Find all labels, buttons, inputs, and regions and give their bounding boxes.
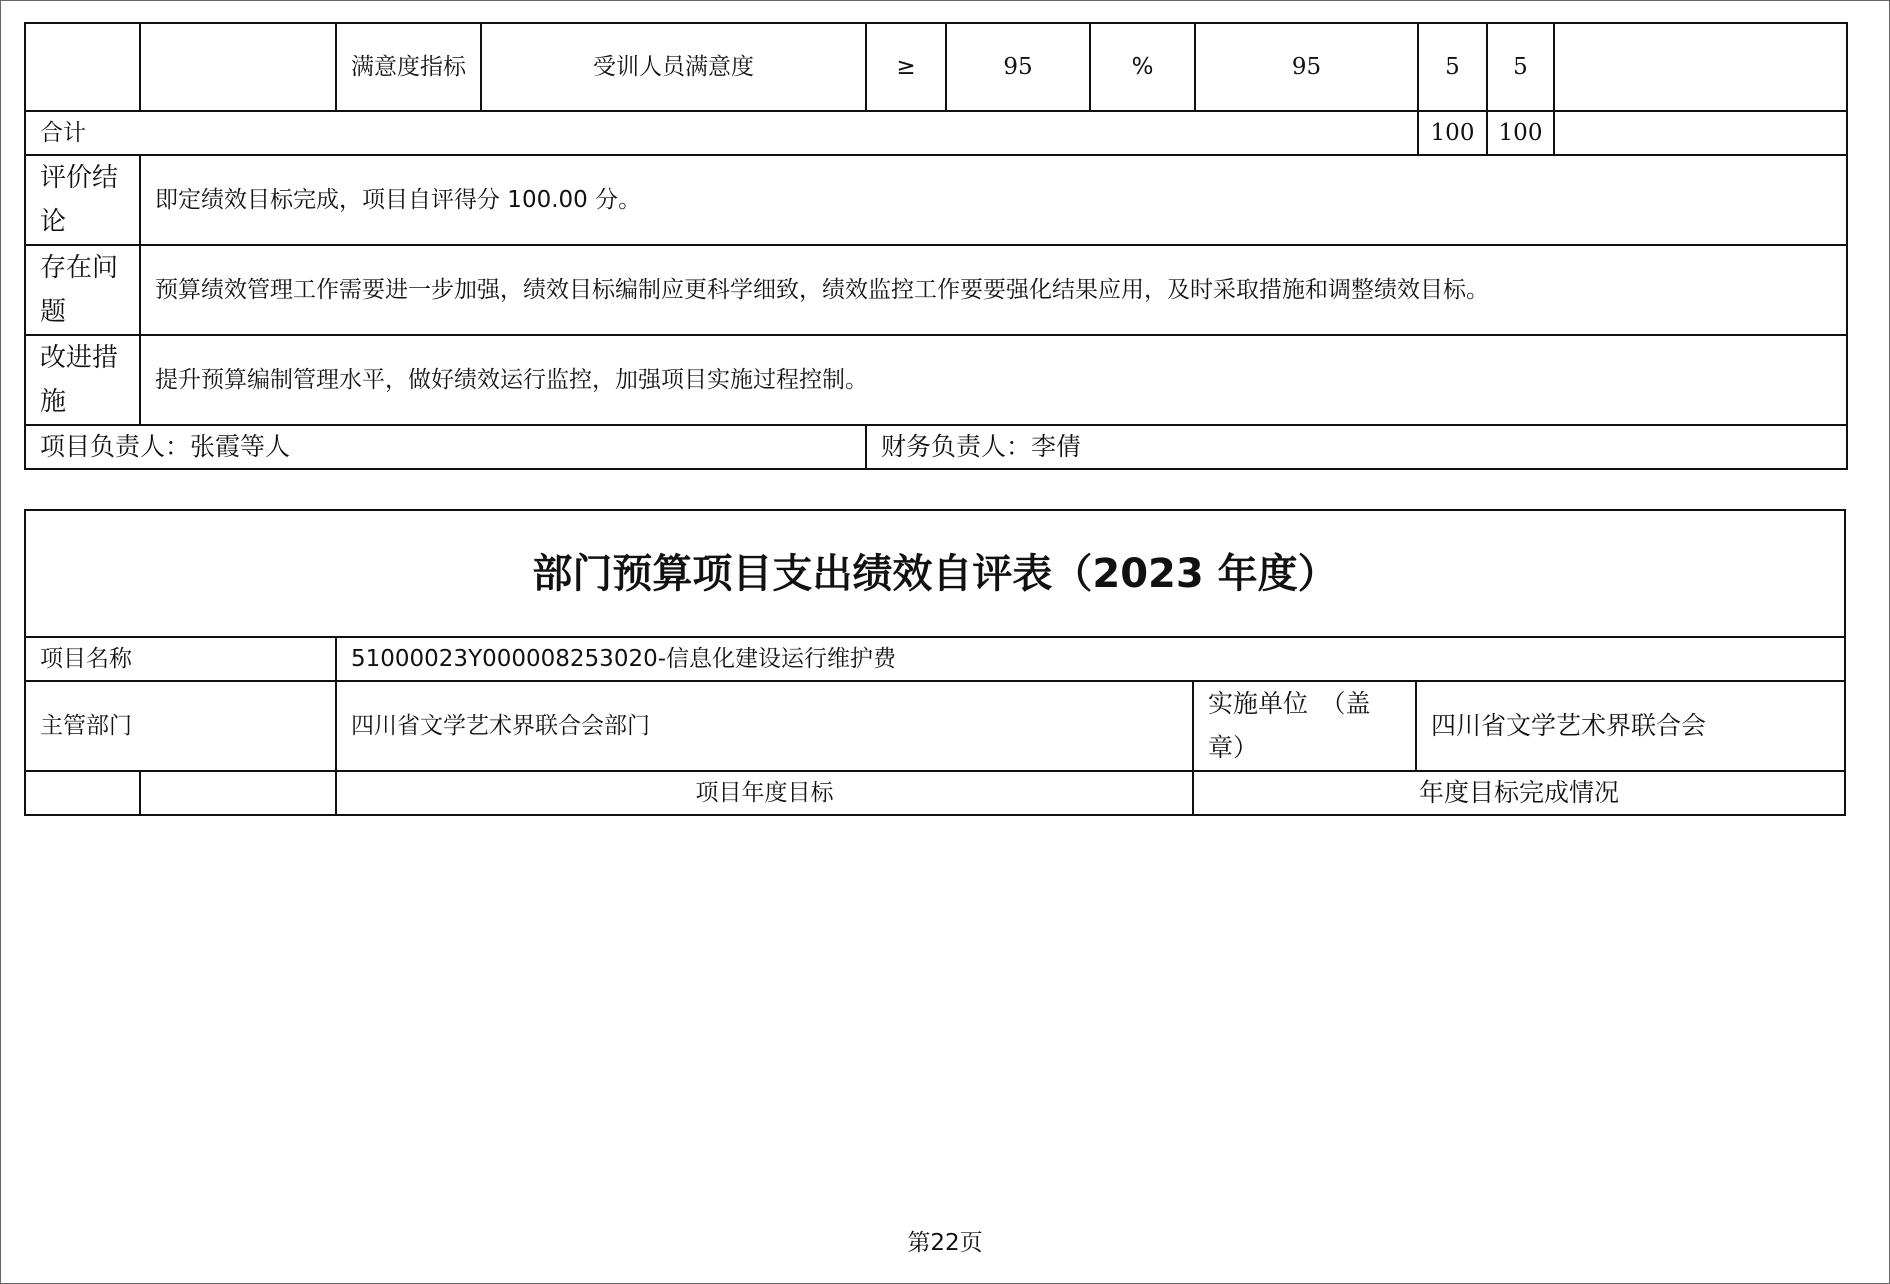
target-value-cell: 95 — [946, 23, 1090, 111]
dept-label: 主管部门 — [25, 681, 336, 771]
total-score: 100 — [1487, 111, 1554, 155]
annual-goal-label: 项目年度目标 — [336, 771, 1193, 815]
actual-value-cell: 95 — [1195, 23, 1418, 111]
goal-header-row — [25, 771, 1845, 815]
issues-row — [25, 245, 1847, 335]
conclusion-row — [25, 155, 1847, 245]
weight-cell: 5 — [1418, 23, 1487, 111]
unit-cell: % — [1090, 23, 1195, 111]
goal-status-label: 年度目标完成情况 — [1193, 771, 1845, 815]
dept-value: 四川省文学艺术界联合会部门 — [336, 681, 1193, 771]
conclusion-label: 评价结论 — [25, 155, 140, 245]
project-lead: 项目负责人：张霞等人 — [25, 425, 866, 469]
department-row — [25, 681, 1845, 771]
page-number: 第22页 — [907, 1230, 983, 1256]
total-label: 合计 — [25, 111, 1418, 155]
project-name-value: 51000023Y000008253020-信息化建设运行维护费 — [336, 637, 1845, 681]
empty-cell — [25, 23, 140, 111]
total-weight: 100 — [1418, 111, 1487, 155]
performance-table-continued — [24, 22, 1848, 470]
total-row — [25, 111, 1847, 155]
title-row — [25, 510, 1845, 637]
impl-value: 四川省文学艺术界联合会 — [1416, 681, 1845, 771]
project-name-row — [25, 637, 1845, 681]
operator-cell: ≥ — [866, 23, 946, 111]
issues-label: 存在问题 — [25, 245, 140, 335]
project-name-label: 项目名称 — [25, 637, 336, 681]
conclusion-text: 即定绩效目标完成，项目自评得分 100.00 分。 — [140, 155, 1847, 245]
table-title: 部门预算项目支出绩效自评表（2023 年度） — [25, 510, 1845, 637]
improve-label: 改进措施 — [25, 335, 140, 425]
empty-cell — [140, 23, 336, 111]
score-cell: 5 — [1487, 23, 1554, 111]
empty-cell — [140, 771, 336, 815]
improve-text: 提升预算编制管理水平，做好绩效运行监控，加强项目实施过程控制。 — [140, 335, 1847, 425]
signature-row — [25, 425, 1847, 469]
impl-label: 实施单位 （盖章） — [1193, 681, 1416, 771]
improve-row — [25, 335, 1847, 425]
empty-cell — [1554, 111, 1847, 155]
indicator-name-cell: 受训人员满意度 — [481, 23, 866, 111]
indicator-type-cell: 满意度指标 — [336, 23, 481, 111]
table-row — [25, 23, 1847, 111]
empty-cell — [1554, 23, 1847, 111]
self-evaluation-table — [24, 509, 1846, 816]
empty-cell — [25, 771, 140, 815]
finance-lead: 财务负责人：李倩 — [866, 425, 1847, 469]
issues-text: 预算绩效管理工作需要进一步加强，绩效目标编制应更科学细致，绩效监控工作要要强化结果应用，及时采取措施和调整绩效目标。 — [140, 245, 1847, 335]
